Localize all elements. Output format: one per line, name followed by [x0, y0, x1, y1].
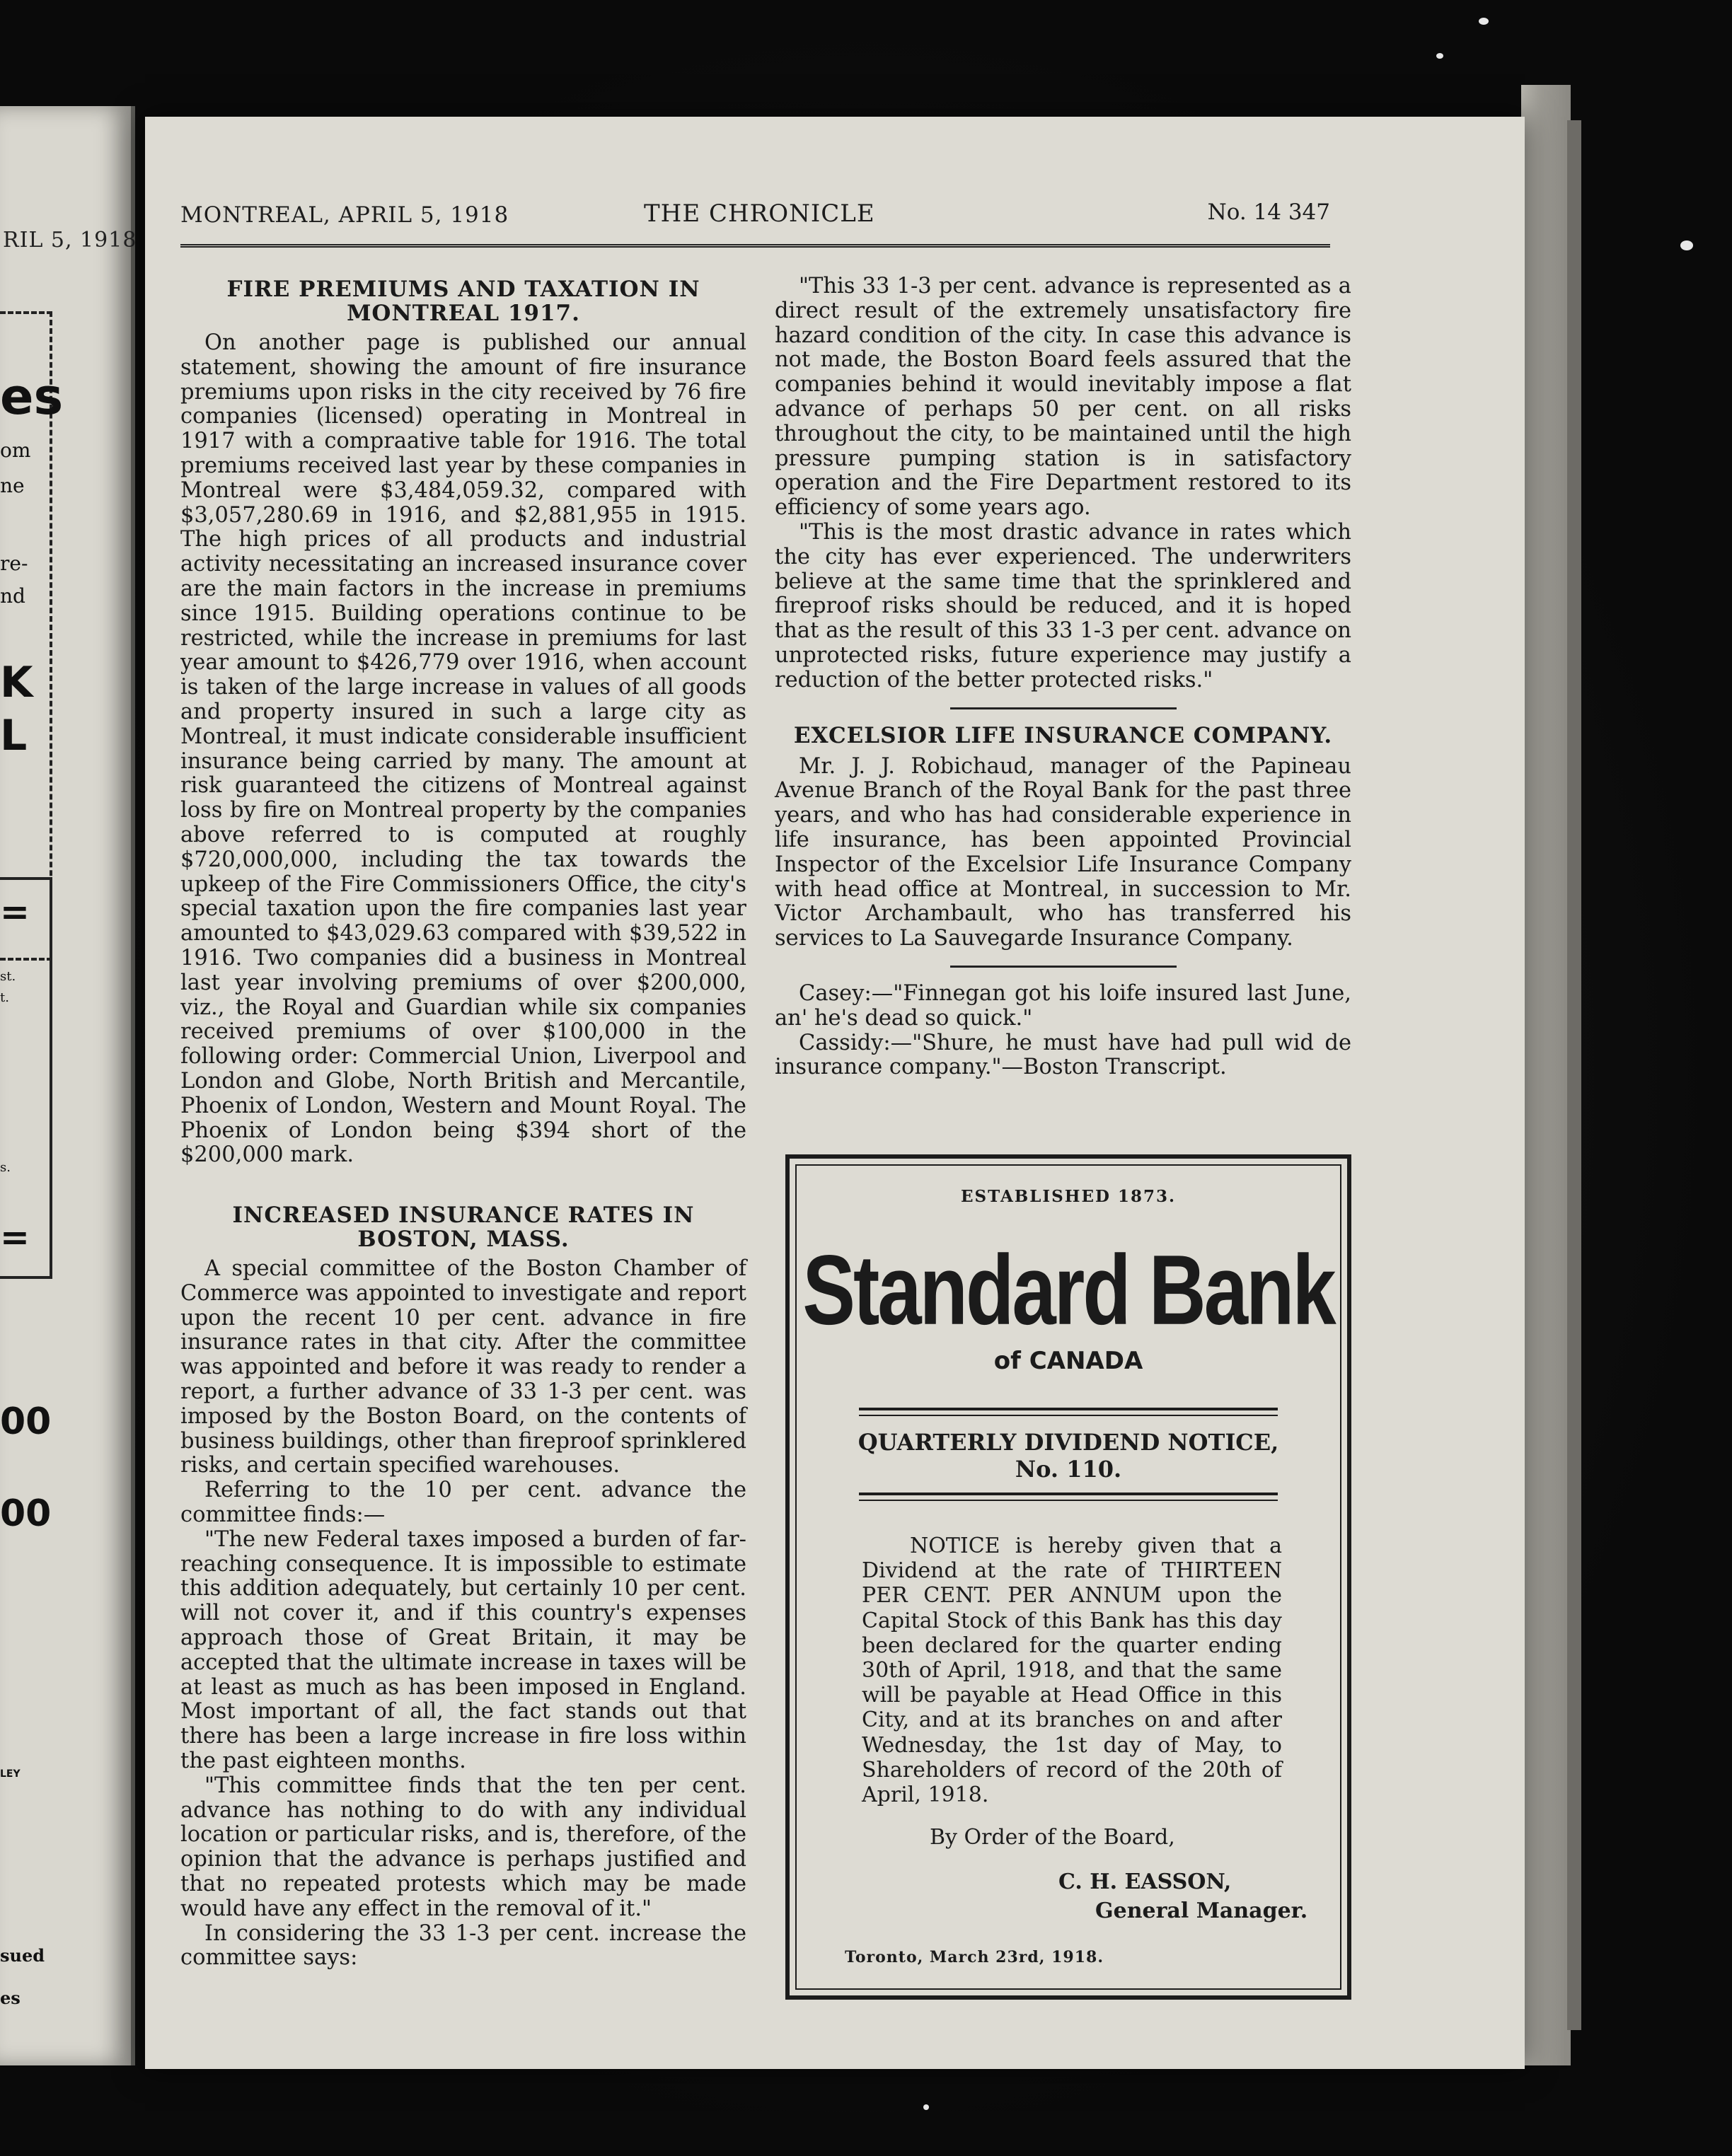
left-fragment: 00: [0, 1493, 52, 1535]
ad-signatory-title: General Manager.: [1095, 1899, 1308, 1923]
article-body: On another page is published our annual statement, showing the amount of fire insurance premiums upon risks in the city received by 76 fire companies (licensed) operating in Montreal in 1917 with a compraative table for 1916. The total premiums received last year by these companies in Montreal were $3,484,059.32, compared with $3,057,280.69 in 1916, and $2,881,955 in 1915. The high prices of all products and industrial activity necessitating an increased insurance cover are the main factors in the increase in premiums since 1915. Building operations continue to be restricted, while the increase in premiums for last year amount to $426,779 over 1916, when account is taken of the large increase in values of all goods and property insured in such a large city as Montreal, it must indicate considerable insufficient insurance being carried by many. The amount at risk guaranteed the citizens of Montreal against loss by fire on Montreal property by the companies above referred to is computed at roughly $720,000,000, including the tax towards the upkeep of the Fire Commissioners Office, the city's special taxation upon the fire companies last year amounted to $43,029.63 compared with $39,522 in 1916. Two companies did a business in Montreal last year involving premiums of over $200,000, viz., the Royal and Guardian while six companies received premiums of over $100,000 in the following order: Commercial Union, Liverpool and London and Globe, North British and Mercantile, Phoenix of London, Western and Mount Royal. The Phoenix of London being $394 short of the $200,000 mark.: [180, 330, 746, 1168]
dust-speck: [1436, 53, 1443, 59]
left-fragment: K: [0, 658, 33, 707]
left-fragment: es: [0, 1988, 21, 2008]
right-column: [775, 274, 1351, 1080]
article-title: EXCELSIOR LIFE INSURANCE COMPANY.: [793, 722, 1333, 748]
ad-place-date: Toronto, March 23rd, 1918.: [845, 1948, 1104, 1966]
book-page-edges: [1521, 85, 1571, 2065]
ad-rule: [859, 1493, 1278, 1495]
article-paragraph: Referring to the 10 per cent. advance the committee finds:—: [180, 1478, 746, 1528]
standard-bank-advertisement: [785, 1154, 1351, 2000]
article-paragraph: In considering the 33 1-3 per cent. increase the committee says:: [180, 1920, 746, 1971]
article-quote: "This committee finds that the ten per cent. advance has nothing to do with any individual location or particular risks, and is, therefore, of the opinion that the advance is perhaps justified and that no repeated protests which may be made would have any effect in the removal of it.": [180, 1773, 746, 1921]
ad-rule: [859, 1415, 1278, 1416]
ad-notice-title: [790, 1429, 1347, 1483]
ad-rule: [859, 1408, 1278, 1410]
left-fragment: re-: [0, 552, 28, 575]
left-fragment: s.: [0, 1160, 11, 1175]
article-quote: "This is the most drastic advance in rates which the city has ever experienced. The underwriters believe at the same time that the sprinklered and fireproof risks should be reduced, and it is hoped that as the result of this 33 1-3 per cent. advance on unprotected risks, future experience may justify a reduction of the better protected risks.": [775, 519, 1351, 692]
dust-speck: [923, 2104, 929, 2110]
ad-by-order: By Order of the Board,: [930, 1825, 1175, 1850]
ad-rule: [859, 1500, 1278, 1501]
header-title: THE CHRONICLE: [644, 199, 875, 228]
left-fragment: ne: [0, 474, 25, 497]
article-body: Mr. J. J. Robichaud, manager of the Papineau Avenue Branch of the Royal Bank for the past three years, and who has had considerable experience in life insurance, has been appointed Provincial Inspector of the Excelsior Life Insurance Company with head office at Montreal, in succession to Mr. Victor Archambault, who has transferred his services to La Sauvegarde Insurance Company.: [775, 753, 1351, 951]
left-fragment: =: [0, 891, 30, 932]
ad-bank-name: Standard Bank: [802, 1234, 1334, 1345]
ad-notice-text: NOTICE is hereby given that a Dividend at the rate of THIRTEEN PER CENT. PER ANNUM upon the Capital Stock of this Bank has this day been declared for the quarter ending 30th of April, 1918, and that the same will be payable at Head Office in this City, and at its branches on and after Wednesday, the 1st day of May, to Shareholders of record of the 20th of April, 1918.: [862, 1534, 1282, 1808]
article-quote: "The new Federal taxes imposed a burden of far-reaching consequence. It is impossible to estimate this addition adequately, but certainly 10 per cent. will not cover it, and if this country's expenses approach those of Great Britain, it may be accepted that the ultimate increase in taxes will be at least as much as has been imposed in England. Most important of all, the fact stands out that there has been a large increase in fire loss within the past eighteen months.: [180, 1526, 746, 1774]
ad-of-canada: of CANADA: [993, 1347, 1143, 1375]
left-fragment: L: [0, 711, 28, 760]
article-quote: "This 33 1-3 per cent. advance is represented as a direct result of the extremely unsatisfactory fire hazard condition of the city. In case this advance is not made, the Boston Board feels assured that the companies behind it would inevitably impose a flat advance of perhaps 50 per cent. on all risks throughout the city, to be maintained until the high pressure pumping station is in satisfactory operation and the Fire Department restored to its efficiency of some years ago.: [775, 274, 1351, 521]
left-facing-page: [0, 106, 135, 2065]
left-fragment: LEY: [0, 1768, 21, 1780]
ad-notice-heading: QUARTERLY DIVIDEND NOTICE,: [858, 1429, 1279, 1456]
book-cover-edge: [1567, 120, 1581, 2030]
article-paragraph: A special committee of the Boston Chamber of Commerce was appointed to investigate and report upon the recent 10 per cent. advance in fire insurance rates in that city. After the committee was appointed and before it was ready to render a report, a further advance of 33 1-3 per cent. was imposed by the Boston Board, on the contents of business buildings, other than fireproof sprinklered risks, and certain specified warehouses.: [180, 1256, 746, 1478]
article-title: INCREASED INSURANCE RATES IN: [232, 1202, 695, 1229]
header-date: MONTREAL, APRIL 5, 1918: [180, 202, 509, 228]
ad-signatory: C. H. EASSON,: [1058, 1870, 1232, 1894]
article-title: FIRE PREMIUMS AND TAXATION IN: [226, 277, 700, 302]
page-header: [180, 199, 1330, 235]
joke-line: Casey:—"Finnegan got his loife insured last June, an' he's dead so quick.": [775, 980, 1351, 1031]
left-fragment: om: [0, 439, 31, 462]
left-column: [180, 277, 746, 1971]
section-separator: [950, 966, 1177, 968]
left-fragment: 00: [0, 1401, 52, 1443]
left-fragment: t.: [0, 990, 9, 1005]
header-page-number: No. 14 347: [1207, 199, 1330, 225]
ad-notice-number: No. 110.: [1015, 1456, 1122, 1483]
section-separator: [950, 707, 1177, 709]
left-fragment: nd: [0, 584, 25, 608]
left-page-date: RIL 5, 1918: [3, 228, 137, 253]
header-rule: [180, 244, 1330, 248]
left-fragment: st.: [0, 969, 16, 984]
left-fragment: es: [0, 368, 64, 426]
left-fragment: =: [0, 1217, 30, 1258]
article-title: BOSTON, MASS.: [357, 1227, 570, 1253]
dust-speck: [1479, 18, 1489, 25]
joke-line: Cassidy:—"Shure, he must have had pull wid de insurance company."—Boston Transcript.: [775, 1030, 1351, 1080]
article-title: MONTREAL 1917.: [347, 301, 580, 326]
dust-speck: [1680, 240, 1693, 250]
left-fragment: sued: [0, 1945, 45, 1966]
ad-established: ESTABLISHED 1873.: [960, 1187, 1177, 1206]
ad-notice-body: [862, 1534, 1282, 1807]
